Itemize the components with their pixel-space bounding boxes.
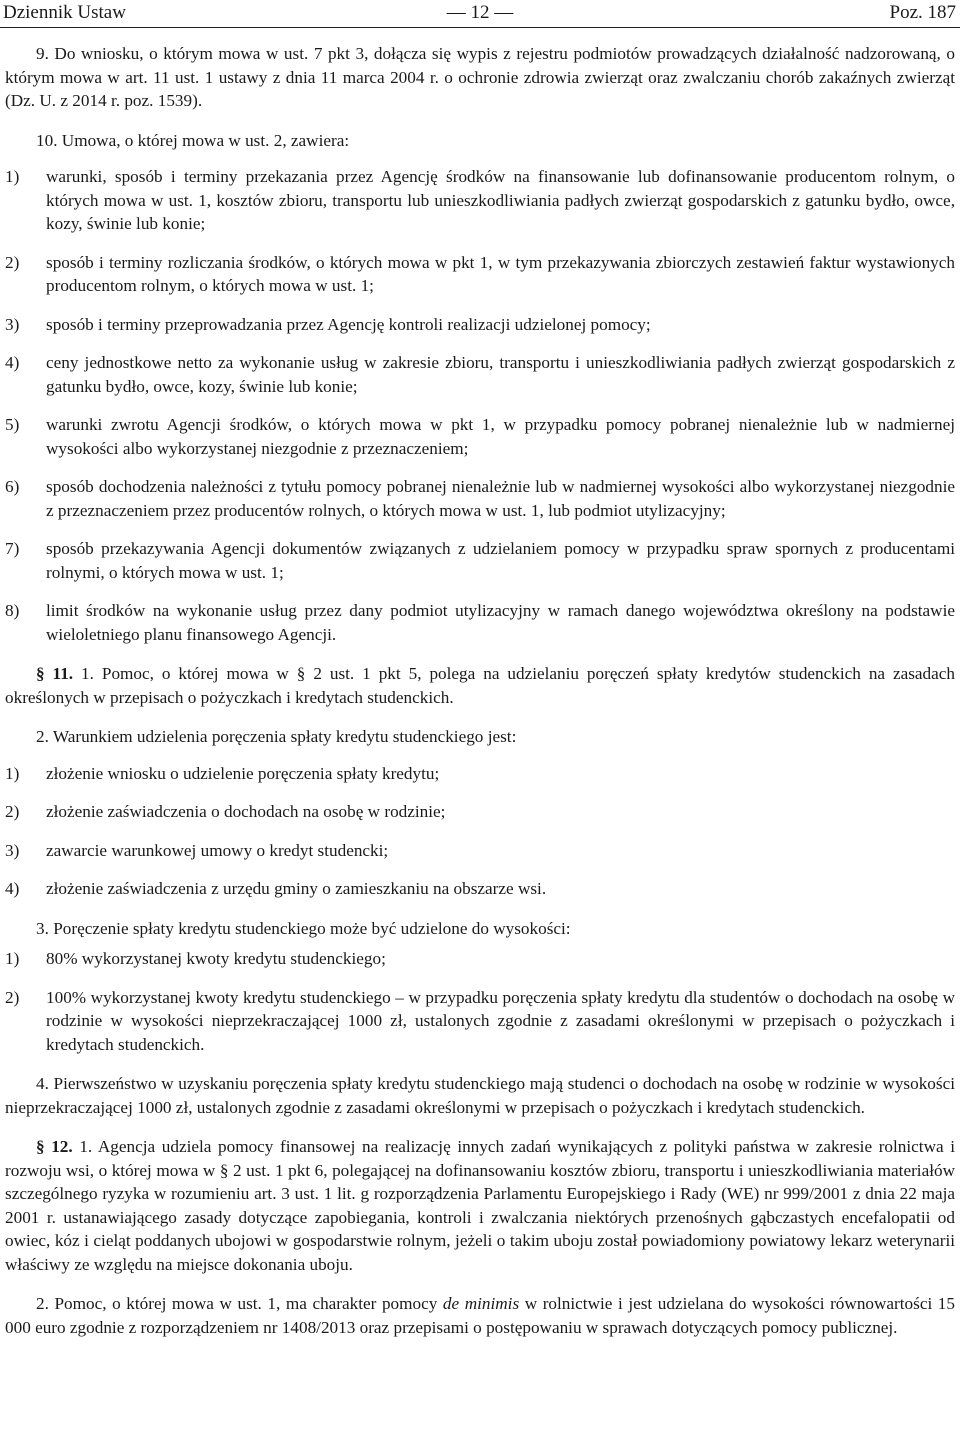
section-12-heading: § 12. bbox=[36, 1137, 73, 1156]
section-12-p2-after: w rolnictwie i jest udzielana do wysokości równowartości 15 000 euro zgodnie z rozporządzeniem nr 1408/2013 oraz przepisami o postępowaniu w sprawach dotyczących pomocy publicznej. bbox=[5, 1294, 955, 1337]
item-text: limit środków na wykonanie usług przez dany podmiot utylizacyjny w ramach danego województwa określony na podstawie wieloletniego planu finansowego Agencji. bbox=[46, 601, 955, 644]
section-11-paragraph-2-intro: 2. Warunkiem udzielenia poręczenia spłaty kredytu studenckiego jest: bbox=[36, 727, 517, 746]
paragraph-9: 9. Do wniosku, o którym mowa w ust. 7 pkt 3, dołącza się wypis z rejestru podmiotów prowadzących działalność nadzorowaną, o którym mowa w art. 11 ust. 1 ustawy z dnia 11 marca 2004 r. o ochronie zdrowia zwierząt oraz zwalczaniu chorób zakaźnych zwierząt (Dz. U. z 2014 r. poz. 1539). bbox=[5, 44, 955, 110]
item-number: 3) bbox=[5, 314, 20, 334]
item-text: złożenie zaświadczenia z urzędu gminy o zamieszkaniu na obszarze wsi. bbox=[46, 879, 547, 898]
list-item bbox=[5, 537, 955, 584]
list-item bbox=[5, 351, 955, 398]
item-number: 1) bbox=[5, 167, 20, 186]
section-12-paragraph-1 bbox=[5, 1135, 955, 1276]
item-text: 80% wykorzystanej kwoty kredytu studenckiego; bbox=[46, 949, 386, 968]
journal-title: Dziennik Ustaw bbox=[3, 2, 126, 23]
item-number: 8) bbox=[5, 601, 20, 620]
item-text: sposób dochodzenia należności z tytułu pomocy pobranej nienależnie lub w nadmiernej wysokości albo wykorzystanej niezgodnie z przeznaczeniem przez producentów rolnych, o których mowa w ust. 1, lub podmiot utylizacyjny; bbox=[46, 477, 955, 520]
section-11-paragraph-3-intro: 3. Poręczenie spłaty kredytu studenckiego może być udzielone do wysokości: bbox=[36, 918, 571, 938]
list-item bbox=[5, 986, 955, 1057]
item-text: sposób przekazywania Agencji dokumentów związanych z udzielaniem pomocy w przypadku spraw spornych z producentami rolnymi, o których mowa w ust. 1; bbox=[46, 539, 955, 582]
item-text: zawarcie warunkowej umowy o kredyt studencki; bbox=[46, 840, 389, 860]
item-text: złożenie zaświadczenia o dochodach na osobę w rodzinie; bbox=[46, 802, 446, 821]
position-number: Poz. 187 bbox=[889, 2, 956, 23]
section-12-p1-text: 1. Agencja udziela pomocy finansowej na realizację innych zadań wynikających z polityki państwa w zakresie rolnictwa i rozwoju wsi, o której mowa w § 2 ust. 1 pkt 6, polegającej na dofinansowaniu kosztów zbioru, transportu i unieszkodliwiania materiałów szczególnego ryzyka w rozumieniu art. 3 ust. 1 lit. g rozporządzenia Parlamentu Europejskiego i Rady (WE) nr 999/2001 z dnia 22 maja 2001 r. ustanawiającego zasady dotyczące zapobiegania, kontroli i zwalczania niektórych przenośnych gąbczastych encefalopatii od owiec, kóz i cieląt poddanych ubojowi w gospodarstwie rolnym, jeżeli o takim uboju został powiadomiony powiatowy lekarz weterynarii właściwy ze względu na miejsce dokonania uboju. bbox=[5, 1137, 956, 1274]
item-number: 7) bbox=[5, 539, 20, 558]
item-number: 3) bbox=[5, 840, 20, 860]
item-text: 100% wykorzystanej kwoty kredytu studenckiego – w przypadku poręczenia spłaty kredytu dla studentów o dochodach na osobę w rodzinie w wysokości nieprzekraczającej 1000 zł, ustalonych zgodnie z zasadami określonymi w przepisach o pożyczkach i kredytach studenckich. bbox=[46, 987, 955, 1054]
section-12-paragraph-2 bbox=[5, 1292, 955, 1339]
header-divider bbox=[0, 27, 960, 28]
item-number: 6) bbox=[5, 477, 20, 496]
page-header bbox=[0, 0, 960, 26]
item-number: 1) bbox=[5, 949, 20, 968]
list-item bbox=[5, 947, 955, 971]
list-item bbox=[5, 251, 955, 298]
list-item bbox=[5, 475, 955, 522]
item-number: 4) bbox=[5, 879, 20, 898]
list-item bbox=[5, 165, 955, 236]
item-text: warunki, sposób i terminy przekazania przez Agencję środków na finansowanie lub dofinansowanie producentom rolnym, o których mowa w ust. 1, kosztów zbioru, transportu lub unieszkodliwiania padłych zwierząt gospodarskich z gatunku bydło, owce, kozy, świnie lub konie; bbox=[46, 167, 955, 233]
item-number: 1) bbox=[5, 763, 20, 783]
document-body bbox=[5, 42, 955, 1339]
item-number: 5) bbox=[5, 415, 20, 434]
list-item bbox=[5, 762, 955, 786]
list-item bbox=[5, 877, 955, 901]
section-11-heading: § 11. bbox=[36, 664, 74, 683]
item-number: 2) bbox=[5, 987, 20, 1007]
section-12-p2-italic: de minimis bbox=[442, 1294, 520, 1313]
item-text: sposób i terminy rozliczania środków, o których mowa w pkt 1, w tym przekazywania zbiorczych zestawień faktur wystawionych producentom rolnym, o których mowa w ust. 1; bbox=[46, 252, 955, 295]
list-item bbox=[5, 313, 955, 337]
item-number: 4) bbox=[5, 353, 20, 372]
list-item bbox=[5, 800, 955, 824]
list-item bbox=[5, 839, 955, 863]
section-11-paragraph-1 bbox=[5, 662, 955, 709]
item-text: złożenie wniosku o udzielenie poręczenia spłaty kredytu; bbox=[46, 763, 440, 783]
page-number: — 12 — bbox=[446, 2, 514, 23]
list-item bbox=[5, 413, 955, 460]
section-11-p1-text: 1. Pomoc, o której mowa w § 2 ust. 1 pkt 5, polega na udzielaniu poręczeń spłaty kredytów studenckich na zasadach określonych w przepisach o pożyczkach i kredytach studenckich. bbox=[5, 664, 956, 707]
paragraph-10-intro: 10. Umowa, o której mowa w ust. 2, zawiera: bbox=[36, 130, 350, 150]
item-number: 2) bbox=[5, 252, 20, 272]
list-item bbox=[5, 599, 955, 646]
item-text: ceny jednostkowe netto za wykonanie usług w zakresie zbioru, transportu i unieszkodliwiania padłych zwierząt gospodarskich z gatunku bydło, owce, kozy, świnie lub konie; bbox=[46, 353, 955, 396]
item-number: 2) bbox=[5, 802, 20, 821]
section-11-paragraph-4: 4. Pierwszeństwo w uzyskaniu poręczenia spłaty kredytu studenckiego mają studenci o dochodach na osobę w rodzinie w wysokości nieprzekraczającej 1000 zł, ustalonych zgodnie z zasadami określonymi w przepisach o pożyczkach i kredytach studenckich. bbox=[5, 1074, 955, 1117]
item-text: sposób i terminy przeprowadzania przez Agencję kontroli realizacji udzielonej pomocy; bbox=[46, 314, 651, 334]
section-12-p2-before: 2. Pomoc, o której mowa w ust. 1, ma charakter pomocy bbox=[36, 1294, 443, 1313]
item-text: warunki zwrotu Agencji środków, o których mowa w pkt 1, w przypadku pomocy pobranej nienależnie lub w nadmiernej wysokości albo wykorzystanej niezgodnie z przeznaczeniem; bbox=[46, 415, 955, 458]
